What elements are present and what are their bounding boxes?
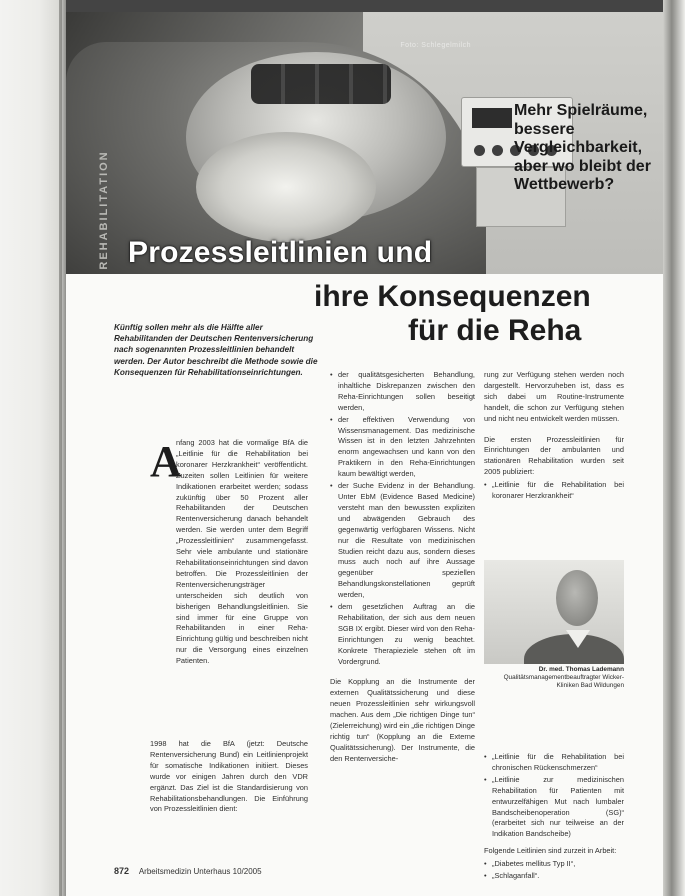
list-item: • „Diabetes mellitus Typ II“, — [484, 859, 624, 870]
bullet-list — [484, 752, 624, 840]
body-column-3 — [484, 370, 624, 503]
section-label-text: REHABILITATION — [98, 150, 110, 270]
scan-edge-top — [66, 0, 663, 12]
list-item: • „Leitlinie zur medizinischen Rehabilitation für Patienten mit entwurzelfähigen Mut nach lumbaler Bandscheibenoperation (SG)“ (erarbeitet sich nur teilweise an der Indikation Bandscheibe) — [484, 775, 624, 840]
device-display — [472, 108, 512, 128]
list-item: • „Leitlinie für die Rehabilitation bei chronischen Rückenschmerzen“ — [484, 752, 624, 774]
body-paragraph: 1998 hat die BfA (jetzt: Deutsche Rentenversicherung Bund) ein Leitlinienprojekt für somatische Indikationen initiiert. Dieses wurde vor einigen Jahren durch den VDR ergänzt. Das Ziel ist die Standardisierung von Rehabilitationsbehandlungen. Die Einführung von Prozessleitlinien dient: — [150, 739, 308, 814]
drop-cap: A — [150, 437, 182, 486]
bullet-list — [484, 859, 624, 882]
photo-patient-hair — [196, 132, 376, 242]
bullet-list — [484, 480, 624, 502]
body-column-1 — [176, 438, 308, 677]
body-paragraph: Die ersten Prozessleitlinien für Einrichtungen der ambulanten und stationären Rehabilitation wurden seit 2005 publiziert: — [484, 434, 624, 477]
article-title-line1: Prozessleitlinien und — [128, 236, 433, 269]
journal-name: Arbeitsmedizin Unterhaus 10/2005 — [138, 867, 262, 876]
list-item: • der Suche Evidenz in der Behandlung. Unter EbM (Evidence Based Medicine) versteht man den bewussten expliziten und abwägenden Gebrauch des gegenwärtig verfügbaren Wissens. Nicht nur die Resultate von medizinischen Studien reicht dazu aus, sondern dieses muss auch noch auf ihre Aussage gegenüber speziellen Behandlungskonstellationen geprüft werden, — [330, 481, 475, 601]
list-item: • der effektiven Verwendung von Wissensmanagement. Das medizinische Wissen ist in den letzten Jahrzehnten enorm angewachsen und kann von den Praktikern in den Reha-Einrichtungen kaum bewältigt werden, — [330, 415, 475, 480]
author-portrait — [484, 560, 624, 664]
portrait-head — [556, 570, 598, 626]
list-item: • „Schlaganfall“. — [484, 871, 624, 882]
body-column-2 — [330, 370, 475, 775]
body-paragraph: rung zur Verfügung stehen werden noch dargestellt. Hervorzuheben ist, dass es sich dabei um Routine-Instrumente handelt, die schon zur Verfügung stehen und nicht neu entwickelt werden müssen. — [484, 370, 624, 423]
device-knob — [492, 145, 503, 156]
section-label — [96, 140, 112, 280]
body-paragraph: Die Kopplung an die Instrumente der externen Qualitätssicherung und diese neuen Prozessleitlinien sehr wirkungsvoll machen. Aus dem „Die richtigen Dinge tun“ (Zielerreichung) wird ein „die richtigen Dinge richtig tun“ (Kopplung an die Externe Qualitätssicherung). Der Instrumente, die den Rentenversiche- — [330, 677, 476, 763]
article-title-line3: für die Reha — [408, 314, 582, 347]
caption-role: Qualitätsmanagementbeauftragter Wicker-Kliniken Bad Wildungen — [503, 674, 624, 689]
page-footer — [114, 866, 262, 876]
body-paragraph: Folgende Leitlinien sind zurzeit in Arbeit: — [484, 846, 617, 856]
photo-credit: Foto: Schlegelmilch — [400, 42, 471, 49]
list-item: • „Leitlinie für die Rehabilitation bei koronarer Herzkrankheit“ — [484, 480, 624, 502]
article-title-line2: ihre Konsequenzen — [314, 280, 591, 313]
page-number: 872 — [114, 866, 130, 876]
scan-margin-left — [0, 0, 66, 896]
body-column-1-part2 — [150, 739, 308, 825]
device-knob — [474, 145, 485, 156]
scan-margin-right — [663, 0, 685, 896]
caption-name: Dr. med. Thomas Lademann — [538, 666, 624, 673]
article-lead: Künftig sollen mehr als die Hälfte aller Rehabilitanden der Deutschen Rentenversicherung nach sogenannten Prozessleitlinien behandelt werden. Der Autor beschreibt die Methode sowie die Konsequenzen für Rehabilitationseinrichtungen. — [114, 323, 318, 377]
body-paragraph: nfang 2003 hat die vormalige BfA die „Leitlinie für die Rehabilitation bei koronarer Herzkrankheit“ veröffentlicht. Zuzeiten sollen Leitlinien für weitere Indikationen erarbeitet werden; sodass zukünftig über 50 Prozent aller Rehabilitanden der Deutschen Rentenversicherung danach behandelt werden. Sie werden unter dem Begriff „Prozessleitlinien“ zusammengefasst. Sehr viele ambulante und stationäre Rehabilitationseinrichtungen sind davon betroffen. Die Prozessleitlinien der Rentenversicherungsträger unterscheiden sich deutlich von bisherigen Behandlungsleitlinien. Sie sind immer für eine Gruppe von Rehabilitanden in einer Reha-Einrichtung gültig und beschreiben nicht nur die Versorgung eines einzelnen Patienten. — [176, 438, 308, 666]
bullet-list — [330, 370, 475, 667]
body-column-3-part2 — [484, 752, 624, 883]
photo-electrode-pads — [251, 64, 391, 104]
list-item: • dem gesetzlichen Auftrag an die Rehabilitation, der sich aus dem neuen SGB IX ergibt. Dieser wird von den Reha-Einrichtungen zu wenig beachtet. Konkrete Therapieziele stehen oft im Vordergrund. — [330, 602, 475, 667]
list-item: • der qualitätsgesicherten Behandlung, inhaltliche Diskrepanzen zwischen den Reha-Einrichtungen sollen beseitigt werden, — [330, 370, 475, 414]
article-subtitle: Mehr Spielräume, bessere Vergleichbarkeit, aber wo bleibt der Wettbewerb? — [514, 102, 651, 193]
portrait-caption — [484, 666, 624, 690]
